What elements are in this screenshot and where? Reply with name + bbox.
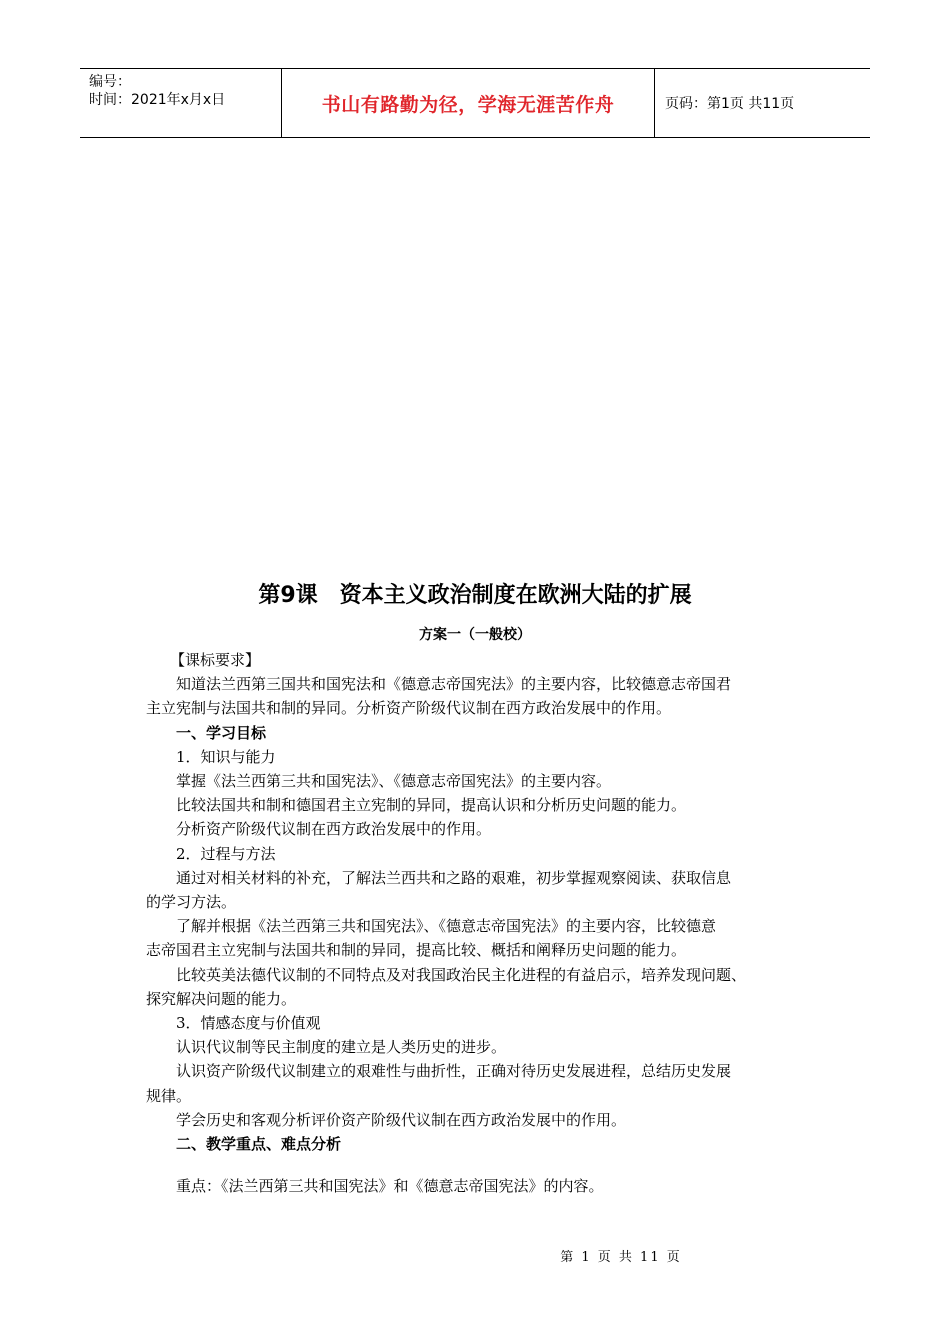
page-info: 页码：第1页 共11页 <box>665 96 795 112</box>
paragraph: 学会历史和客观分析评价资产阶级代议制在西方政治发展中的作用。 <box>176 1110 627 1129</box>
subheading: 2．过程与方法 <box>176 844 276 863</box>
heading-key-points: 二、教学重点、难点分析 <box>176 1135 342 1154</box>
serial-label: 编号： <box>89 74 131 90</box>
subheading: 3．情感态度与价值观 <box>176 1014 321 1033</box>
paragraph: 探究解决问题的能力。 <box>146 989 297 1008</box>
header-page-cell <box>655 69 870 137</box>
header-meta-cell <box>80 69 282 137</box>
paragraph: 认识资产阶级代议制建立的艰难性与曲折性，正确对待历史发展进程，总结历史发展 <box>176 1062 732 1081</box>
paragraph: 掌握《法兰西第三共和国宪法》、《德意志帝国宪法》的主要内容。 <box>176 772 612 791</box>
heading-learning-goals: 一、学习目标 <box>176 723 267 742</box>
paragraph: 比较法国共和制和德国君主立宪制的异同，提高认识和分析历史问题的能力。 <box>176 796 687 815</box>
paragraph: 志帝国君主立宪制与法国共和制的异同，提高比较、概括和阐释历史问题的能力。 <box>146 941 687 960</box>
paragraph: 重点：《法兰西第三共和国宪法》和《德意志帝国宪法》的内容。 <box>176 1177 604 1196</box>
paragraph: 认识代议制等民主制度的建立是人类历史的进步。 <box>176 1038 507 1057</box>
header-motto-cell <box>282 69 655 137</box>
paragraph: 分析资产阶级代议制在西方政治发展中的作用。 <box>176 820 492 839</box>
paragraph: 比较英美法德代议制的不同特点及对我国政治民主化进程的有益启示，培养发现问题、 <box>176 965 747 984</box>
subheading: 1．知识与能力 <box>176 747 276 766</box>
paragraph: 通过对相关材料的补充，了解法兰西共和之路的艰难，初步掌握观察阅读、获取信息 <box>176 868 732 887</box>
spacer <box>146 1156 826 1174</box>
document-title: 第9课 资本主义政治制度在欧洲大陆的扩展 <box>258 583 692 608</box>
paragraph: 了解并根据《法兰西第三共和国宪法》、《德意志帝国宪法》的主要内容，比较德意 <box>176 917 717 936</box>
page-footer: 第 1 页 共 11 页 <box>560 1250 682 1265</box>
header-table <box>80 68 870 138</box>
motto: 书山有路勤为径，学海无涯苦作舟 <box>321 93 615 116</box>
document-subtitle: 方案一（一般校） <box>419 627 531 643</box>
paragraph: 的学习方法。 <box>146 893 237 912</box>
date-line: 时间：2021年x月x日 <box>89 92 226 108</box>
paragraph: 知道法兰西第三国共和国宪法和《德意志帝国宪法》的主要内容，比较德意志帝国君 <box>176 675 732 694</box>
paragraph: 主立宪制与法国共和制的异同。分析资产阶级代议制在西方政治发展中的作用。 <box>146 699 672 718</box>
paragraph: 规律。 <box>146 1086 192 1105</box>
body-text <box>146 648 826 1198</box>
section-label-curriculum: 【课标要求】 <box>170 651 261 669</box>
